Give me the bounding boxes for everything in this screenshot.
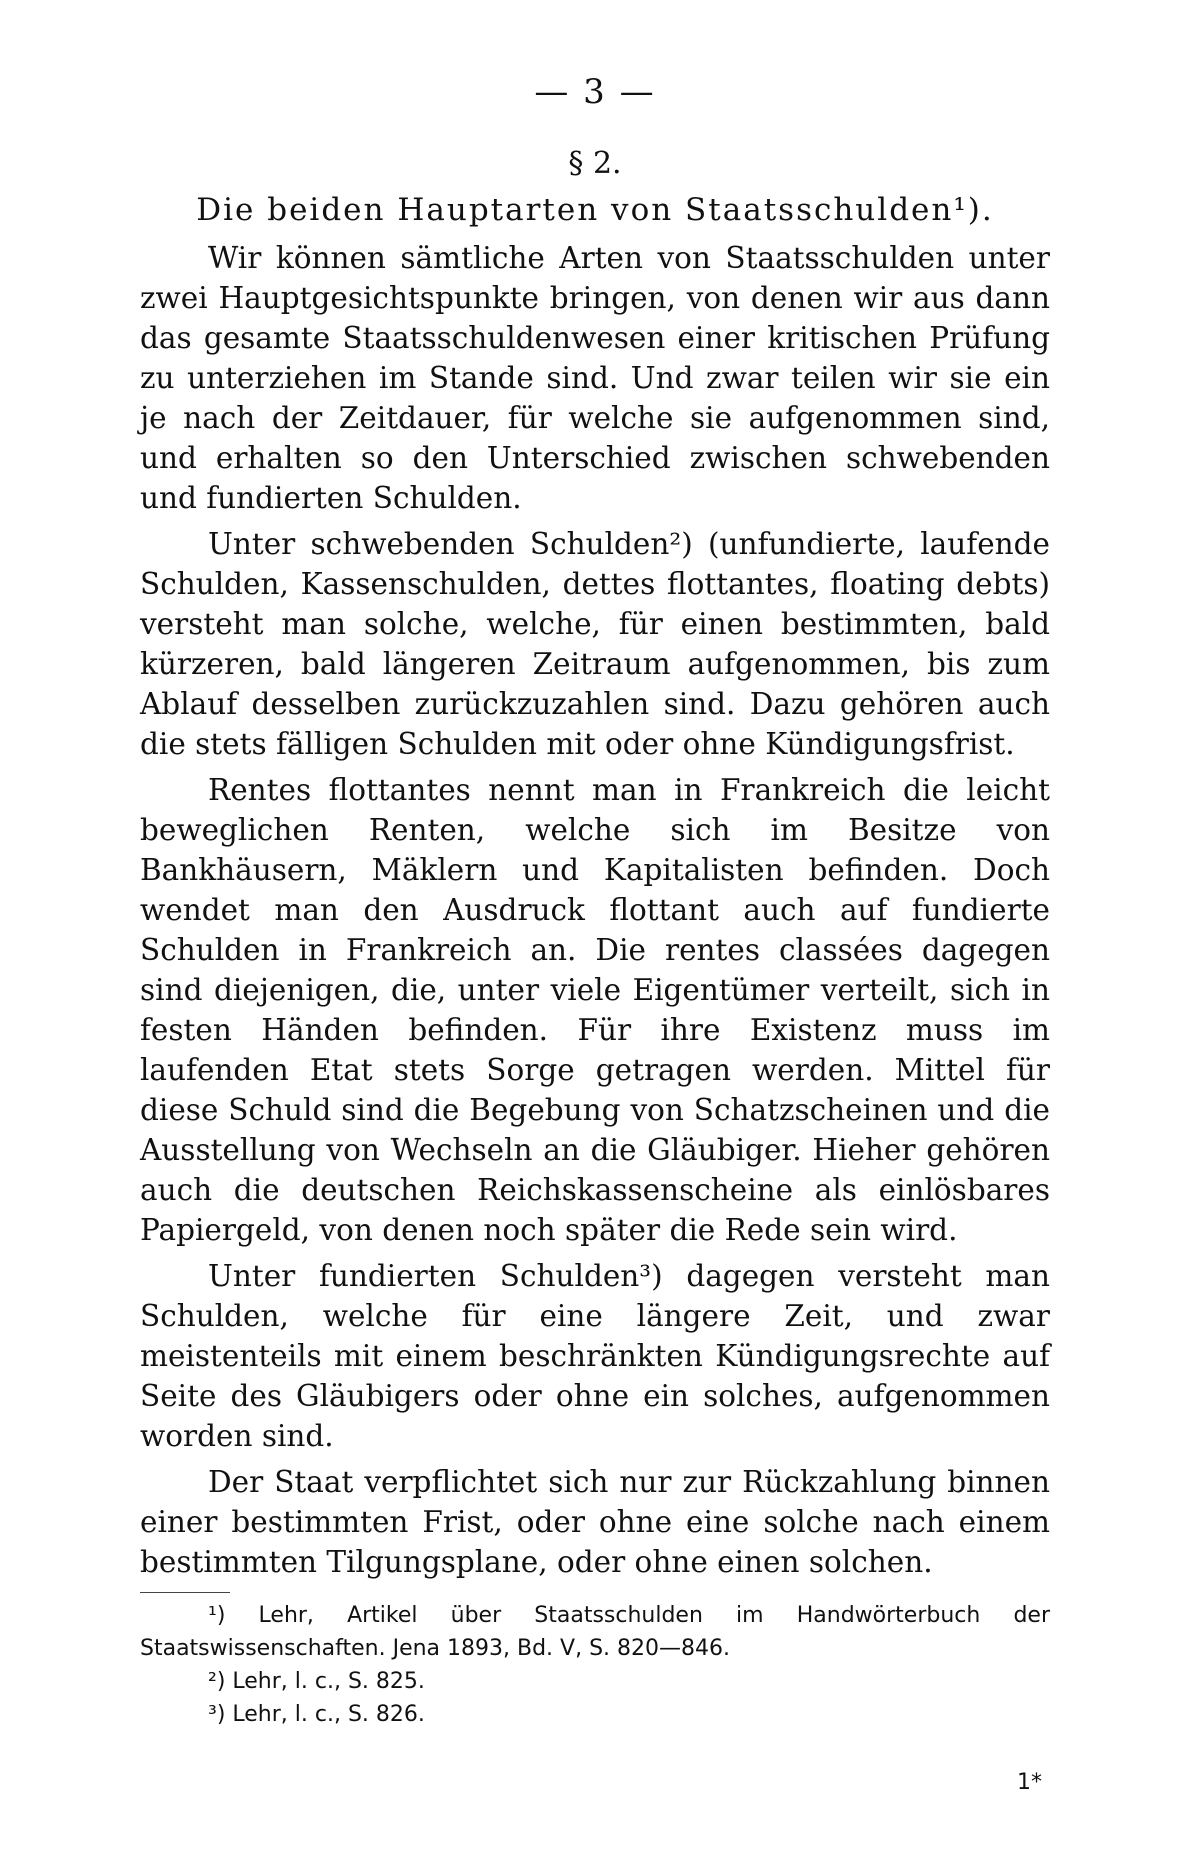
- footnote-divider: [140, 1592, 230, 1593]
- paragraph-5: Der Staat verpflichtet sich nur zur Rückzahlung binnen einer bestimmten Frist, oder ohne eine solche nach einem bestimmten Tilgungsplane, oder ohne einen solchen.: [140, 1465, 1050, 1579]
- paragraph-3: Rentes flottantes nennt man in Frankreich die leicht beweglichen Renten, welche sich im Besitze von Bankhäusern, Mäklern und Kapitalisten befinden. Doch wendet man den Ausdruck flottant auch auf fundierte Schulden in Frankreich an. Die rentes classées dagegen sind diejenigen, die, unter viele Eigentümer verteilt, sich in festen Händen befinden. Für ihre Existenz muss im laufenden Etat stets Sorge getragen werden. Mittel für diese Schuld sind die Begebung von Schatzscheinen und die Ausstellung von Wechseln an die Gläubiger. Hieher gehören auch die deutschen Reichskassenscheine als einlösbares Papiergeld, von denen noch später die Rede sein wird.: [140, 773, 1050, 1247]
- section-mark: § 2.: [568, 146, 622, 181]
- document-page: [140, 70, 1050, 1830]
- footnote-1: ¹) Lehr, Artikel über Staatsschulden im Handwörterbuch der Staatswissenschaften. Jena 1893, Bd. V, S. 820—846.: [140, 1603, 1050, 1661]
- paragraph-4: Unter fundierten Schulden³) dagegen versteht man Schulden, welche für eine längere Zeit, und zwar meistenteils mit einem beschränkten Kündigungsrechte auf Seite des Gläubigers oder ohne ein solches, aufgenommen worden sind.: [140, 1259, 1050, 1453]
- footnote-2: ²) Lehr, l. c., S. 825.: [208, 1669, 425, 1694]
- signature-mark: 1*: [1017, 1770, 1042, 1795]
- page-number: — 3 —: [534, 72, 656, 112]
- paragraph-2: Unter schwebenden Schulden²) (unfundierte, laufende Schulden, Kassenschulden, dettes flottantes, floating debts) versteht man solche, welche, für einen bestimmten, bald kürzeren, bald längeren Zeitraum aufgenommen, bis zum Ablauf desselben zurückzuzahlen sind. Dazu gehören auch die stets fälligen Schulden mit oder ohne Kündigungsfrist.: [140, 527, 1050, 761]
- footnote-3: ³) Lehr, l. c., S. 826.: [208, 1702, 425, 1727]
- paragraph-1: Wir können sämtliche Arten von Staatsschulden unter zwei Hauptgesichtspunkte bringen, von denen wir aus dann das gesamte Staatsschuldenwesen einer kritischen Prüfung zu unterziehen im Stande sind. Und zwar teilen wir sie ein je nach der Zeitdauer, für welche sie aufgenommen sind, und erhalten so den Unterschied zwischen schwebenden und fundierten Schulden.: [140, 241, 1050, 515]
- section-title: Die beiden Hauptarten von Staatsschulden¹).: [196, 192, 994, 228]
